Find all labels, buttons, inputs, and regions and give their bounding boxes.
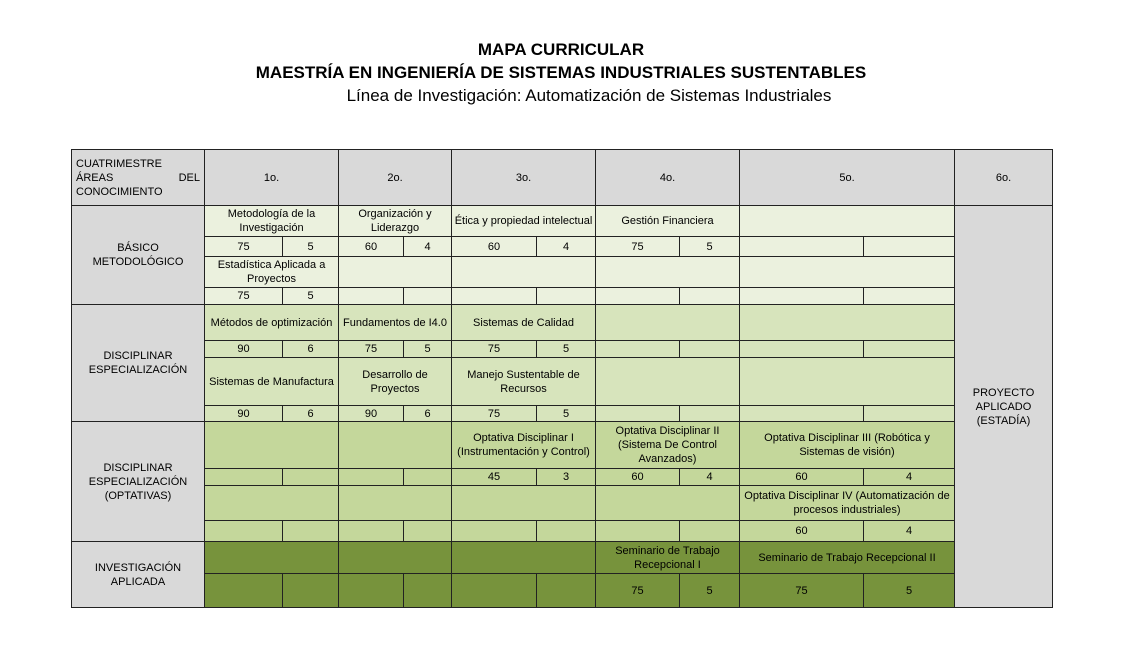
credits-opt2: 4 — [680, 469, 740, 486]
empty-cell — [205, 422, 339, 469]
empty-cell — [205, 469, 283, 486]
hours-fundamentos: 75 — [339, 341, 404, 358]
hours-manejo: 75 — [452, 406, 537, 422]
corner-del: DEL — [178, 171, 200, 184]
header-term-3: 3o. — [452, 150, 596, 206]
empty-cell — [339, 469, 404, 486]
empty-cell — [596, 257, 740, 288]
empty-cell — [740, 305, 955, 341]
empty-cell — [205, 486, 339, 521]
credits-opt1: 3 — [537, 469, 596, 486]
empty-cell — [596, 521, 680, 542]
credits-metodos: 6 — [283, 341, 339, 358]
course-gestion: Gestión Financiera — [596, 206, 740, 237]
course-metodologia: Metodología de la Investigación — [205, 206, 339, 237]
empty-cell — [680, 521, 740, 542]
empty-cell — [864, 237, 955, 257]
empty-cell — [339, 422, 452, 469]
course-desarrollo: Desarrollo de Proyectos — [339, 358, 452, 406]
hours-calidad: 75 — [452, 341, 537, 358]
empty-cell — [596, 358, 740, 406]
empty-cell — [740, 257, 955, 288]
course-metodos: Métodos de optimización — [205, 305, 339, 341]
empty-cell — [596, 406, 680, 422]
course-opt4: Optativa Disciplinar IV (Automatización de procesos industriales) — [740, 486, 955, 521]
course-seminario-1: Seminario de Trabajo Recepcional I — [596, 542, 740, 574]
empty-cell — [537, 521, 596, 542]
course-opt3: Optativa Disciplinar III (Robótica y Sistemas de visión) — [740, 422, 955, 469]
corner-cuatrimestre: CUATRIMESTRE — [76, 157, 162, 170]
header-term-2: 2o. — [339, 150, 452, 206]
hours-desarrollo: 90 — [339, 406, 404, 422]
hours-opt3: 60 — [740, 469, 864, 486]
hours-metodos: 90 — [205, 341, 283, 358]
empty-cell — [452, 257, 596, 288]
course-calidad: Sistemas de Calidad — [452, 305, 596, 341]
credits-opt4: 4 — [864, 521, 955, 542]
empty-cell — [205, 521, 283, 542]
empty-cell — [283, 574, 339, 608]
empty-cell — [404, 469, 452, 486]
course-opt1: Optativa Disciplinar I (Instrumentación y Control) — [452, 422, 596, 469]
empty-cell — [404, 288, 452, 305]
empty-cell — [740, 237, 864, 257]
empty-cell — [537, 288, 596, 305]
hours-organizacion: 60 — [339, 237, 404, 257]
credits-opt3: 4 — [864, 469, 955, 486]
empty-cell — [205, 574, 283, 608]
empty-cell — [339, 288, 404, 305]
empty-cell — [740, 406, 864, 422]
empty-cell — [740, 288, 864, 305]
curriculum-table — [71, 149, 1053, 608]
course-estadistica: Estadística Aplicada a Proyectos — [205, 257, 339, 288]
hours-gestion: 75 — [596, 237, 680, 257]
hours-seminario-1: 75 — [596, 574, 680, 608]
hours-opt2: 60 — [596, 469, 680, 486]
hours-metodologia: 75 — [205, 237, 283, 257]
credits-metodologia: 5 — [283, 237, 339, 257]
title-main: MAPA CURRICULAR — [477, 40, 645, 59]
empty-cell — [864, 406, 955, 422]
empty-cell — [452, 486, 596, 521]
empty-cell — [864, 288, 955, 305]
hours-etica: 60 — [452, 237, 537, 257]
course-manufactura: Sistemas de Manufactura — [205, 358, 339, 406]
area-basico: BÁSICO METODOLÓGICO — [72, 206, 205, 305]
credits-manufactura: 6 — [283, 406, 339, 422]
header-corner — [72, 150, 205, 206]
credits-calidad: 5 — [537, 341, 596, 358]
empty-cell — [740, 341, 864, 358]
credits-manejo: 5 — [537, 406, 596, 422]
empty-cell — [452, 542, 596, 574]
area-optativas: DISCIPLINAR ESPECIALIZACIÓN (OPTATIVAS) — [72, 422, 205, 542]
credits-organizacion: 4 — [404, 237, 452, 257]
empty-cell — [740, 206, 955, 237]
area-disciplinar: DISCIPLINAR ESPECIALIZACIÓN — [72, 305, 205, 422]
course-manejo: Manejo Sustentable de Recursos — [452, 358, 596, 406]
proyecto-aplicado: PROYECTO APLICADO (ESTADÍA) — [955, 206, 1053, 608]
course-fundamentos: Fundamentos de I4.0 — [339, 305, 452, 341]
area-investigacion: INVESTIGACIÓN APLICADA — [72, 542, 205, 608]
course-etica: Ética y propiedad intelectual — [452, 206, 596, 237]
course-organizacion: Organización y Liderazgo — [339, 206, 452, 237]
title-program: MAESTRÍA EN INGENIERÍA DE SISTEMAS INDUSTRIALES SUSTENTABLES — [255, 63, 867, 82]
empty-cell — [283, 469, 339, 486]
empty-cell — [205, 542, 339, 574]
credits-desarrollo: 6 — [404, 406, 452, 422]
empty-cell — [740, 358, 955, 406]
hours-opt4: 60 — [740, 521, 864, 542]
header-term-5: 5o. — [740, 150, 955, 206]
empty-cell — [404, 521, 452, 542]
course-seminario-2: Seminario de Trabajo Recepcional II — [740, 542, 955, 574]
credits-estadistica: 5 — [283, 288, 339, 305]
title-research-line: Línea de Investigación: Automatización de Sistemas Industriales — [346, 86, 832, 105]
empty-cell — [537, 574, 596, 608]
empty-cell — [680, 341, 740, 358]
empty-cell — [596, 341, 680, 358]
credits-seminario-1: 5 — [680, 574, 740, 608]
header-term-4: 4o. — [596, 150, 740, 206]
empty-cell — [452, 574, 537, 608]
hours-estadistica: 75 — [205, 288, 283, 305]
empty-cell — [864, 341, 955, 358]
header-term-1: 1o. — [205, 150, 339, 206]
course-opt2: Optativa Disciplinar II (Sistema De Control Avanzados) — [596, 422, 740, 469]
empty-cell — [680, 406, 740, 422]
empty-cell — [339, 257, 452, 288]
hours-manufactura: 90 — [205, 406, 283, 422]
credits-etica: 4 — [537, 237, 596, 257]
empty-cell — [339, 542, 452, 574]
header-term-6: 6o. — [955, 150, 1053, 206]
empty-cell — [452, 288, 537, 305]
credits-fundamentos: 5 — [404, 341, 452, 358]
corner-conocimiento: CONOCIMIENTO — [76, 185, 163, 198]
hours-opt1: 45 — [452, 469, 537, 486]
empty-cell — [404, 574, 452, 608]
empty-cell — [339, 486, 452, 521]
empty-cell — [339, 521, 404, 542]
empty-cell — [452, 521, 537, 542]
empty-cell — [680, 288, 740, 305]
hours-seminario-2: 75 — [740, 574, 864, 608]
empty-cell — [596, 305, 740, 341]
corner-areas: ÁREAS — [76, 171, 114, 184]
empty-cell — [283, 521, 339, 542]
credits-seminario-2: 5 — [864, 574, 955, 608]
empty-cell — [596, 486, 740, 521]
empty-cell — [596, 288, 680, 305]
credits-gestion: 5 — [680, 237, 740, 257]
empty-cell — [339, 574, 404, 608]
corner-areas-row — [76, 171, 200, 185]
